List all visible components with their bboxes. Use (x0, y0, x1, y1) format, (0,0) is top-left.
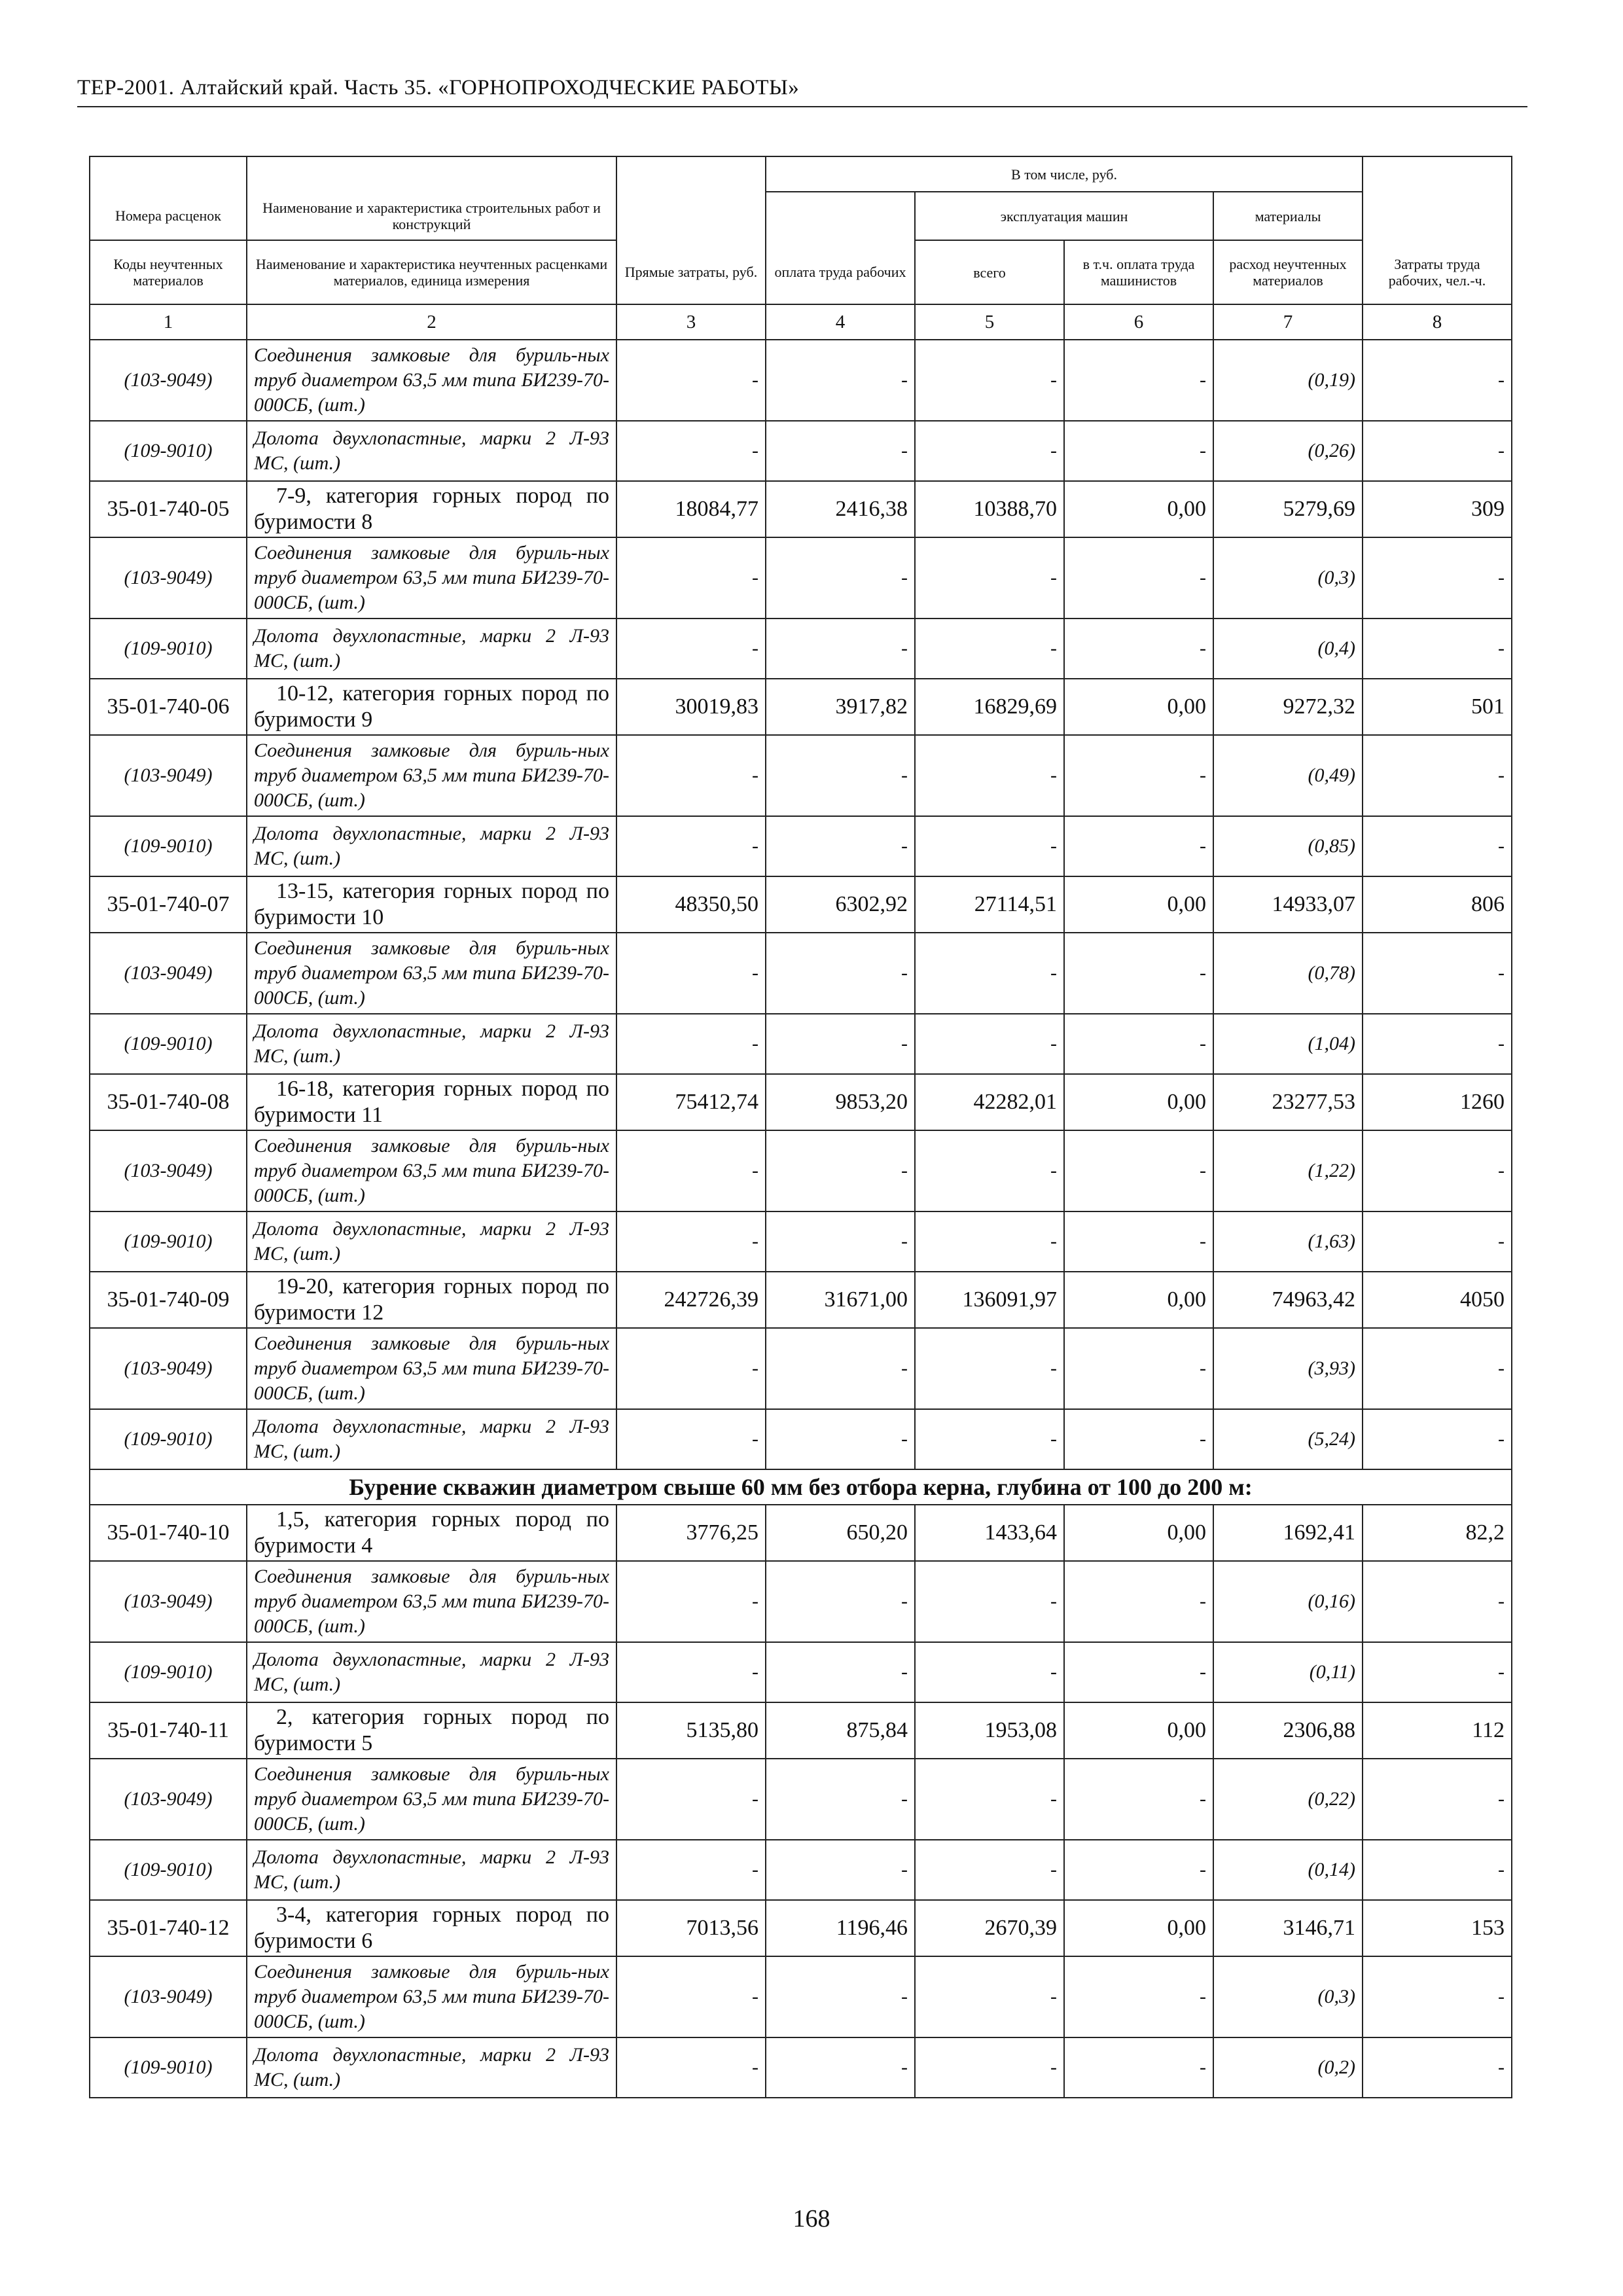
materials-cost: 5279,69 (1213, 481, 1363, 537)
column-number: 2 (247, 304, 616, 340)
column-number: 5 (915, 304, 1064, 340)
header-vsego: всего (915, 240, 1064, 304)
material-cell-c8: - (1363, 1759, 1512, 1840)
material-row (90, 933, 1512, 1014)
header-ekspluatatsiya: эксплуатация машин (915, 192, 1213, 240)
material-code: (109-9010) (90, 1840, 247, 1900)
material-name: Соединения замковые для буриль-ных труб диаметром 63,5 мм типа БИ239-70-000СБ, (шт.) (247, 1956, 616, 2037)
operators-cost: 0,00 (1064, 1702, 1213, 1759)
material-name: Соединения замковые для буриль-ных труб диаметром 63,5 мм типа БИ239-70-000СБ, (шт.) (247, 340, 616, 421)
material-cell-c8: - (1363, 2037, 1512, 2098)
labor-cost: 650,20 (766, 1505, 915, 1561)
header-materialy: материалы (1213, 192, 1363, 240)
material-cell-c8: - (1363, 1840, 1512, 1900)
material-cell-c4: - (766, 1211, 915, 1272)
material-cell-c3: - (616, 1561, 766, 1642)
material-code: (103-9049) (90, 340, 247, 421)
material-cell-c4: - (766, 1130, 915, 1211)
material-cell-c6: - (1064, 1561, 1213, 1642)
material-cell-c7: (0,19) (1213, 340, 1363, 421)
table-row (90, 876, 1512, 933)
machines-cost: 27114,51 (915, 876, 1064, 933)
header-v-tch: в т.ч. оплата труда машинистов (1064, 240, 1213, 304)
material-cell-c7: (0,22) (1213, 1759, 1363, 1840)
material-cell-c3: - (616, 1759, 766, 1840)
material-name: Долота двухлопастные, марки 2 Л-93 МС, (шт.) (247, 619, 616, 679)
material-cell-c8: - (1363, 1956, 1512, 2037)
page-number: 168 (793, 2205, 830, 2233)
material-cell-c3: - (616, 2037, 766, 2098)
rate-name: 1,5, категория горных пород по буримости 4 (247, 1505, 616, 1561)
table-row (90, 481, 1512, 537)
material-row (90, 2037, 1512, 2098)
material-row (90, 1211, 1512, 1272)
material-row (90, 1759, 1512, 1840)
materials-cost: 2306,88 (1213, 1702, 1363, 1759)
material-cell-c5: - (915, 619, 1064, 679)
material-code: (109-9010) (90, 2037, 247, 2098)
material-code: (103-9049) (90, 1328, 247, 1409)
material-row (90, 619, 1512, 679)
labor-cost: 9853,20 (766, 1074, 915, 1130)
material-cell-c3: - (616, 816, 766, 876)
header-empty-3b (616, 192, 766, 240)
rate-code: 35-01-740-06 (90, 679, 247, 735)
material-name: Соединения замковые для буриль-ных труб диаметром 63,5 мм типа БИ239-70-000СБ, (шт.) (247, 1328, 616, 1409)
materials-cost: 74963,42 (1213, 1272, 1363, 1328)
material-cell-c5: - (915, 1561, 1064, 1642)
material-cell-c7: (0,49) (1213, 735, 1363, 816)
material-cell-c7: (1,04) (1213, 1014, 1363, 1074)
direct-cost: 48350,50 (616, 876, 766, 933)
table-row (90, 1074, 1512, 1130)
rate-name: 3-4, категория горных пород по буримости 6 (247, 1900, 616, 1956)
material-cell-c6: - (1064, 1328, 1213, 1409)
material-cell-c8: - (1363, 1642, 1512, 1702)
material-cell-c7: (0,11) (1213, 1642, 1363, 1702)
material-cell-c8: - (1363, 1130, 1512, 1211)
material-cell-c4: - (766, 619, 915, 679)
direct-cost: 18084,77 (616, 481, 766, 537)
material-name: Соединения замковые для буриль-ных труб диаметром 63,5 мм типа БИ239-70-000СБ, (шт.) (247, 735, 616, 816)
material-cell-c7: (0,2) (1213, 2037, 1363, 2098)
material-cell-c7: (0,85) (1213, 816, 1363, 876)
material-cell-c3: - (616, 619, 766, 679)
labor-cost: 6302,92 (766, 876, 915, 933)
material-cell-c6: - (1064, 1211, 1213, 1272)
material-row (90, 1956, 1512, 2037)
material-cell-c7: (3,93) (1213, 1328, 1363, 1409)
rate-code: 35-01-740-05 (90, 481, 247, 537)
material-cell-c7: (5,24) (1213, 1409, 1363, 1469)
labor-hours: 82,2 (1363, 1505, 1512, 1561)
rate-code: 35-01-740-10 (90, 1505, 247, 1561)
labor-cost: 1196,46 (766, 1900, 915, 1956)
material-code: (103-9049) (90, 1130, 247, 1211)
header-zatraty-truda: Затраты труда рабочих, чел.-ч. (1363, 240, 1512, 304)
material-name: Долота двухлопастные, марки 2 Л-93 МС, (шт.) (247, 1840, 616, 1900)
header-empty-1 (90, 156, 247, 192)
material-cell-c3: - (616, 1328, 766, 1409)
header-rashod: расход неучтенных материалов (1213, 240, 1363, 304)
material-code: (103-9049) (90, 933, 247, 1014)
material-cell-c4: - (766, 1759, 915, 1840)
material-cell-c5: - (915, 2037, 1064, 2098)
rates-table (89, 156, 1512, 2098)
material-code: (109-9010) (90, 816, 247, 876)
material-cell-c4: - (766, 1328, 915, 1409)
operators-cost: 0,00 (1064, 481, 1213, 537)
material-name: Соединения замковые для буриль-ных труб диаметром 63,5 мм типа БИ239-70-000СБ, (шт.) (247, 1759, 616, 1840)
material-cell-c7: (0,78) (1213, 933, 1363, 1014)
material-cell-c5: - (915, 421, 1064, 481)
material-cell-c8: - (1363, 1211, 1512, 1272)
material-code: (103-9049) (90, 1956, 247, 2037)
material-cell-c4: - (766, 2037, 915, 2098)
material-cell-c3: - (616, 1642, 766, 1702)
material-code: (103-9049) (90, 537, 247, 619)
header-nomera-rascenok: Номера расценок (90, 192, 247, 240)
material-cell-c8: - (1363, 537, 1512, 619)
materials-cost: 23277,53 (1213, 1074, 1363, 1130)
operators-cost: 0,00 (1064, 1505, 1213, 1561)
material-code: (103-9049) (90, 1561, 247, 1642)
material-cell-c8: - (1363, 619, 1512, 679)
labor-cost: 2416,38 (766, 481, 915, 537)
header-empty-8b (1363, 192, 1512, 240)
material-cell-c4: - (766, 933, 915, 1014)
table-body (90, 340, 1512, 2098)
column-number: 3 (616, 304, 766, 340)
material-row (90, 735, 1512, 816)
machines-cost: 136091,97 (915, 1272, 1064, 1328)
material-cell-c6: - (1064, 816, 1213, 876)
material-cell-c4: - (766, 421, 915, 481)
header-rule (77, 106, 1527, 107)
material-cell-c6: - (1064, 2037, 1213, 2098)
materials-cost: 9272,32 (1213, 679, 1363, 735)
material-name: Соединения замковые для буриль-ных труб диаметром 63,5 мм типа БИ239-70-000СБ, (шт.) (247, 1561, 616, 1642)
material-name: Долота двухлопастные, марки 2 Л-93 МС, (шт.) (247, 421, 616, 481)
direct-cost: 7013,56 (616, 1900, 766, 1956)
machines-cost: 42282,01 (915, 1074, 1064, 1130)
direct-cost: 3776,25 (616, 1505, 766, 1561)
material-cell-c8: - (1363, 340, 1512, 421)
material-name: Долота двухлопастные, марки 2 Л-93 МС, (шт.) (247, 1409, 616, 1469)
material-cell-c7: (0,3) (1213, 1956, 1363, 2037)
labor-hours: 153 (1363, 1900, 1512, 1956)
material-name: Соединения замковые для буриль-ных труб диаметром 63,5 мм типа БИ239-70-000СБ, (шт.) (247, 933, 616, 1014)
rate-name: 13-15, категория горных пород по буримости 10 (247, 876, 616, 933)
material-cell-c7: (0,16) (1213, 1561, 1363, 1642)
material-cell-c3: - (616, 1409, 766, 1469)
materials-cost: 3146,71 (1213, 1900, 1363, 1956)
material-row (90, 1561, 1512, 1642)
machines-cost: 10388,70 (915, 481, 1064, 537)
material-row (90, 816, 1512, 876)
table-row (90, 1505, 1512, 1561)
materials-cost: 14933,07 (1213, 876, 1363, 933)
material-name: Долота двухлопастные, марки 2 Л-93 МС, (шт.) (247, 1014, 616, 1074)
header-pryamye: Прямые затраты, руб. (616, 240, 766, 304)
material-cell-c6: - (1064, 537, 1213, 619)
section-title: Бурение скважин диаметром свыше 60 мм без отбора керна, глубина от 100 до 200 м: (90, 1469, 1512, 1505)
material-cell-c8: - (1363, 1014, 1512, 1074)
material-row (90, 1642, 1512, 1702)
material-cell-c4: - (766, 340, 915, 421)
rate-code: 35-01-740-08 (90, 1074, 247, 1130)
material-cell-c7: (1,22) (1213, 1130, 1363, 1211)
labor-hours: 309 (1363, 481, 1512, 537)
material-cell-c3: - (616, 1014, 766, 1074)
section-row (90, 1469, 1512, 1505)
table-row (90, 1272, 1512, 1328)
material-cell-c6: - (1064, 1840, 1213, 1900)
material-cell-c6: - (1064, 1642, 1213, 1702)
material-cell-c5: - (915, 1840, 1064, 1900)
material-cell-c5: - (915, 933, 1064, 1014)
rate-name: 7-9, категория горных пород по буримости 8 (247, 481, 616, 537)
material-cell-c7: (1,63) (1213, 1211, 1363, 1272)
material-name: Долота двухлопастные, марки 2 Л-93 МС, (шт.) (247, 816, 616, 876)
material-row (90, 1840, 1512, 1900)
header-naimenovanie-mat: Наименование и характеристика неучтенных расценками материалов, единица измерения (247, 240, 616, 304)
material-name: Долота двухлопастные, марки 2 Л-93 МС, (шт.) (247, 1642, 616, 1702)
column-number: 1 (90, 304, 247, 340)
material-cell-c6: - (1064, 340, 1213, 421)
material-name: Соединения замковые для буриль-ных труб диаметром 63,5 мм типа БИ239-70-000СБ, (шт.) (247, 537, 616, 619)
material-cell-c3: - (616, 1211, 766, 1272)
column-number: 6 (1064, 304, 1213, 340)
material-cell-c5: - (915, 1759, 1064, 1840)
material-row (90, 1130, 1512, 1211)
column-number: 7 (1213, 304, 1363, 340)
material-cell-c5: - (915, 1956, 1064, 2037)
rate-code: 35-01-740-12 (90, 1900, 247, 1956)
material-code: (109-9010) (90, 1409, 247, 1469)
material-cell-c5: - (915, 537, 1064, 619)
material-cell-c7: (0,4) (1213, 619, 1363, 679)
labor-hours: 806 (1363, 876, 1512, 933)
material-cell-c4: - (766, 1956, 915, 2037)
table-row (90, 1702, 1512, 1759)
material-row (90, 1409, 1512, 1469)
header-kody: Коды неучтенных материалов (90, 240, 247, 304)
operators-cost: 0,00 (1064, 876, 1213, 933)
header-empty-4 (766, 192, 915, 240)
column-number: 4 (766, 304, 915, 340)
material-row (90, 421, 1512, 481)
rate-code: 35-01-740-07 (90, 876, 247, 933)
material-cell-c6: - (1064, 1956, 1213, 2037)
running-header: ТЕР-2001. Алтайский край. Часть 35. «ГОРНОПРОХОДЧЕСКИЕ РАБОТЫ» (77, 76, 800, 99)
material-cell-c3: - (616, 421, 766, 481)
material-cell-c5: - (915, 1211, 1064, 1272)
labor-hours: 4050 (1363, 1272, 1512, 1328)
material-cell-c3: - (616, 537, 766, 619)
header-naimenovanie: Наименование и характеристика строительных работ и конструкций (247, 192, 616, 240)
machines-cost: 1953,08 (915, 1702, 1064, 1759)
material-name: Долота двухлопастные, марки 2 Л-93 МС, (шт.) (247, 1211, 616, 1272)
header-empty-8 (1363, 156, 1512, 192)
labor-hours: 1260 (1363, 1074, 1512, 1130)
material-cell-c4: - (766, 537, 915, 619)
material-cell-c6: - (1064, 933, 1213, 1014)
material-cell-c5: - (915, 1409, 1064, 1469)
material-cell-c5: - (915, 1130, 1064, 1211)
material-cell-c5: - (915, 1642, 1064, 1702)
operators-cost: 0,00 (1064, 1074, 1213, 1130)
rate-name: 2, категория горных пород по буримости 5 (247, 1702, 616, 1759)
rate-code: 35-01-740-11 (90, 1702, 247, 1759)
operators-cost: 0,00 (1064, 679, 1213, 735)
labor-cost: 3917,82 (766, 679, 915, 735)
material-cell-c4: - (766, 1014, 915, 1074)
material-cell-c4: - (766, 1409, 915, 1469)
material-cell-c4: - (766, 1561, 915, 1642)
machines-cost: 1433,64 (915, 1505, 1064, 1561)
machines-cost: 2670,39 (915, 1900, 1064, 1956)
table-row (90, 679, 1512, 735)
operators-cost: 0,00 (1064, 1900, 1213, 1956)
material-cell-c6: - (1064, 1409, 1213, 1469)
material-cell-c7: (0,14) (1213, 1840, 1363, 1900)
rate-name: 16-18, категория горных пород по буримости 11 (247, 1074, 616, 1130)
material-cell-c8: - (1363, 421, 1512, 481)
material-code: (109-9010) (90, 1642, 247, 1702)
material-cell-c4: - (766, 735, 915, 816)
material-cell-c5: - (915, 1014, 1064, 1074)
material-code: (103-9049) (90, 1759, 247, 1840)
material-cell-c3: - (616, 735, 766, 816)
material-cell-c3: - (616, 340, 766, 421)
header-v-tom-chisle: В том числе, руб. (766, 156, 1363, 192)
material-name: Соединения замковые для буриль-ных труб диаметром 63,5 мм типа БИ239-70-000СБ, (шт.) (247, 1130, 616, 1211)
table-row (90, 1900, 1512, 1956)
labor-cost: 875,84 (766, 1702, 915, 1759)
material-code: (109-9010) (90, 421, 247, 481)
material-cell-c6: - (1064, 1130, 1213, 1211)
material-cell-c8: - (1363, 1409, 1512, 1469)
rate-code: 35-01-740-09 (90, 1272, 247, 1328)
material-cell-c4: - (766, 816, 915, 876)
material-cell-c8: - (1363, 735, 1512, 816)
material-name: Долота двухлопастные, марки 2 Л-93 МС, (шт.) (247, 2037, 616, 2098)
material-cell-c8: - (1363, 816, 1512, 876)
material-cell-c3: - (616, 933, 766, 1014)
material-cell-c6: - (1064, 1759, 1213, 1840)
material-code: (109-9010) (90, 619, 247, 679)
material-cell-c8: - (1363, 933, 1512, 1014)
operators-cost: 0,00 (1064, 1272, 1213, 1328)
material-code: (109-9010) (90, 1211, 247, 1272)
material-code: (103-9049) (90, 735, 247, 816)
material-cell-c6: - (1064, 421, 1213, 481)
material-row (90, 1328, 1512, 1409)
direct-cost: 5135,80 (616, 1702, 766, 1759)
material-cell-c7: (0,26) (1213, 421, 1363, 481)
material-cell-c5: - (915, 735, 1064, 816)
material-cell-c5: - (915, 340, 1064, 421)
material-cell-c4: - (766, 1840, 915, 1900)
material-cell-c3: - (616, 1840, 766, 1900)
direct-cost: 75412,74 (616, 1074, 766, 1130)
material-cell-c3: - (616, 1130, 766, 1211)
materials-cost: 1692,41 (1213, 1505, 1363, 1561)
material-cell-c4: - (766, 1642, 915, 1702)
labor-cost: 31671,00 (766, 1272, 915, 1328)
material-row (90, 537, 1512, 619)
labor-hours: 501 (1363, 679, 1512, 735)
direct-cost: 30019,83 (616, 679, 766, 735)
material-code: (109-9010) (90, 1014, 247, 1074)
material-row (90, 1014, 1512, 1074)
rate-name: 10-12, категория горных пород по буримости 9 (247, 679, 616, 735)
header-empty-2 (247, 156, 616, 192)
machines-cost: 16829,69 (915, 679, 1064, 735)
material-cell-c8: - (1363, 1561, 1512, 1642)
material-cell-c3: - (616, 1956, 766, 2037)
material-row (90, 340, 1512, 421)
direct-cost: 242726,39 (616, 1272, 766, 1328)
material-cell-c7: (0,3) (1213, 537, 1363, 619)
labor-hours: 112 (1363, 1702, 1512, 1759)
rate-name: 19-20, категория горных пород по буримости 12 (247, 1272, 616, 1328)
material-cell-c8: - (1363, 1328, 1512, 1409)
material-cell-c5: - (915, 1328, 1064, 1409)
material-cell-c6: - (1064, 1014, 1213, 1074)
material-cell-c6: - (1064, 735, 1213, 816)
material-cell-c6: - (1064, 619, 1213, 679)
header-oplata: оплата труда рабочих (766, 240, 915, 304)
column-number: 8 (1363, 304, 1512, 340)
material-cell-c5: - (915, 816, 1064, 876)
header-empty-3 (616, 156, 766, 192)
